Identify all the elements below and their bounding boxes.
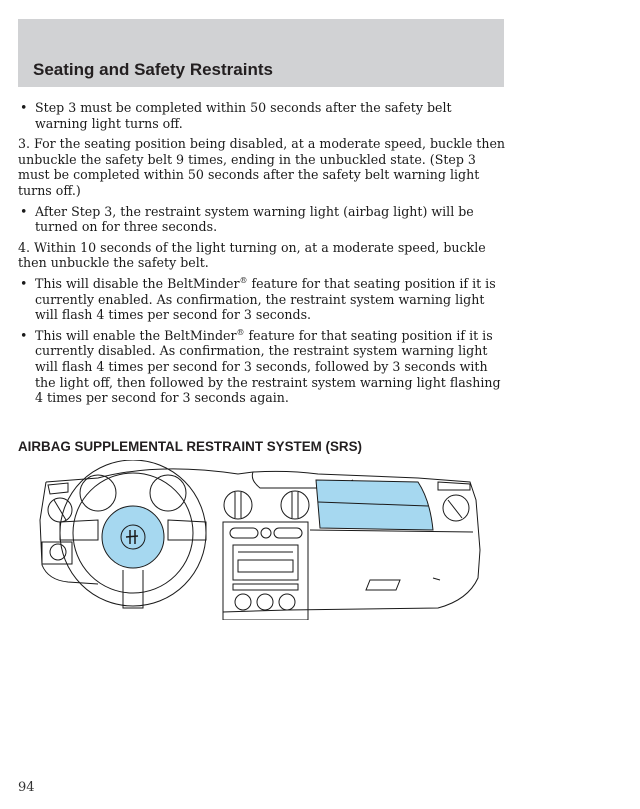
page-number: 94 (18, 780, 35, 795)
section-heading: AIRBAG SUPPLEMENTAL RESTRAINT SYSTEM (SRS) (18, 439, 362, 454)
bullet-after-step3: • After Step 3, the restraint system warning light (airbag light) will be turned on for three seconds. (18, 204, 508, 235)
bullet-text: This will disable the BeltMinder (35, 275, 240, 291)
left-side-vent (48, 483, 72, 522)
driver-airbag (102, 506, 164, 568)
step-4-paragraph: 4. Within 10 seconds of the light turning on, at a moderate speed, buckle then unbuckle the safety belt. (18, 239, 486, 271)
registered-mark: ® (239, 275, 248, 285)
center-vents (224, 491, 309, 519)
dashboard-airbag-diagram (38, 460, 488, 620)
bullet-text: feature for that seating position if it is currently disabled. As confirmation, the restraint system warning light will flash 4 times per second for 3 seconds, followed by 3 seconds with the light off, then followed by the restraint system warning light flashing 4 times per second for 3 seconds again. (35, 327, 501, 406)
section-header-band (18, 19, 504, 87)
bullet-text: This will enable the BeltMinder (35, 327, 237, 343)
bullet-text: feature for that seating position if it is currently enabled. As confirmation, the restraint system warning light will flash 4 times per second for 3 seconds. (35, 275, 496, 323)
registered-mark: ® (236, 327, 245, 337)
bullet-enable-beltminder (18, 328, 508, 406)
page-title: Seating and Safety Restraints (33, 60, 273, 79)
step-3-paragraph: 3. For the seating position being disabled, at a moderate speed, buckle then unbuckle the safety belt 9 times, ending in the unbuckled state. (Step 3 must be completed within 50 seconds after the safety belt warning light turns off.) (18, 136, 506, 198)
glovebox-handle (366, 580, 400, 590)
center-stack (223, 522, 308, 620)
body-text (18, 100, 508, 411)
passenger-airbag (316, 480, 433, 530)
glovebox (310, 530, 473, 580)
bullet-disable-beltminder (18, 276, 508, 323)
bullet-step3-time: • Step 3 must be completed within 50 seconds after the safety belt warning light turns off. (18, 100, 508, 131)
right-side-vent (438, 482, 470, 521)
